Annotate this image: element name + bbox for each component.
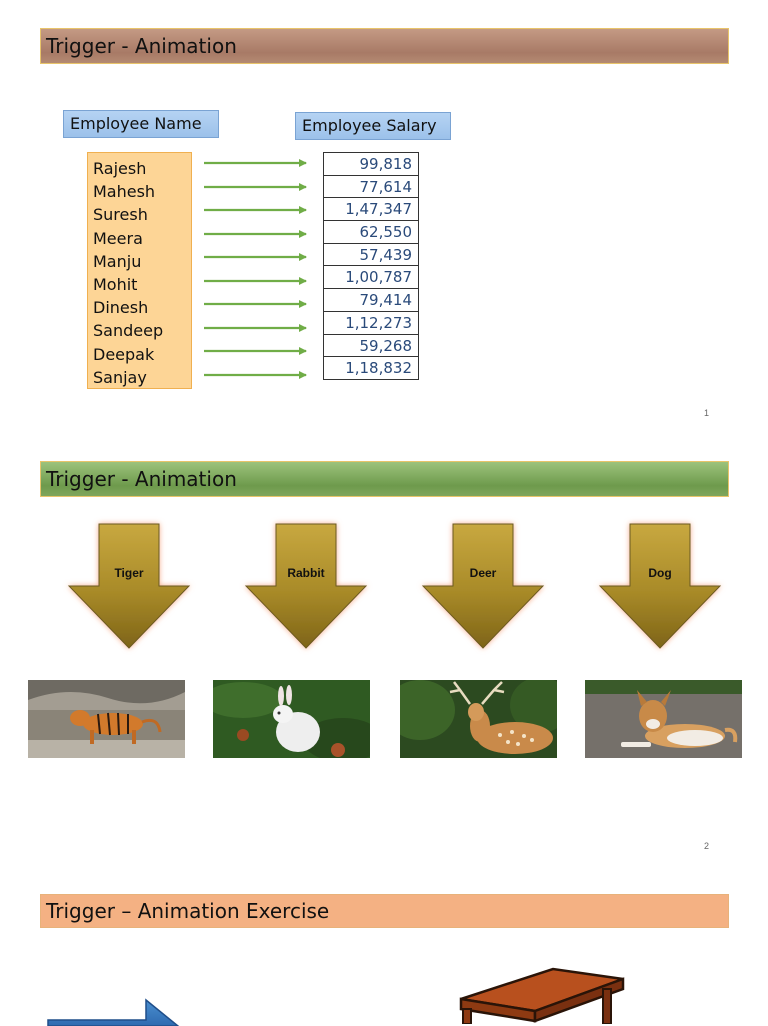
tiger-trigger-arrow[interactable] — [63, 520, 195, 654]
connector-arrows — [200, 150, 312, 390]
employee-name[interactable]: Deepak — [93, 344, 155, 364]
employee-name[interactable]: Rajesh — [93, 159, 147, 178]
employee-name-header: Employee Name — [63, 110, 219, 138]
salary-cell: 57,439 — [323, 243, 419, 267]
employee-names-box — [87, 152, 192, 389]
page-number: 1 — [704, 408, 710, 418]
employee-name[interactable]: Meera — [93, 228, 143, 248]
deer-trigger-arrow[interactable] — [417, 520, 549, 654]
tiger-photo — [28, 680, 185, 758]
arrow-label: Dog — [648, 566, 672, 580]
employee-name[interactable]: Mahesh — [93, 182, 156, 202]
employee-name[interactable]: Dinesh — [93, 298, 149, 318]
salary-cell: 99,818 — [323, 152, 419, 176]
employee-name[interactable]: Sandeep — [93, 321, 164, 341]
slide2-title: Trigger - Animation — [40, 461, 729, 497]
employee-name[interactable]: Sanjay — [93, 367, 147, 387]
employee-salary-header: Employee Salary — [295, 112, 451, 140]
salary-cell: 59,268 — [323, 334, 419, 358]
salary-cell: 1,47,347 — [323, 197, 419, 221]
salary-cell: 77,614 — [323, 175, 419, 199]
slide3-title: Trigger – Animation Exercise — [40, 894, 729, 928]
salary-cell: 1,18,832 — [323, 356, 419, 380]
arrow-label: Tiger — [114, 566, 144, 580]
salary-cell: 1,00,787 — [323, 265, 419, 289]
employee-name[interactable]: Mohit — [93, 274, 138, 294]
right-arrow-shape[interactable] — [46, 996, 182, 1026]
salary-cell: 1,12,273 — [323, 311, 419, 335]
employee-name[interactable]: Manju — [93, 251, 142, 271]
salary-table — [323, 152, 419, 380]
page-number: 2 — [704, 841, 710, 851]
rabbit-photo — [213, 680, 370, 758]
rabbit-trigger-arrow[interactable] — [240, 520, 372, 654]
arrow-label: Rabbit — [287, 566, 325, 580]
dog-trigger-arrow[interactable] — [594, 520, 726, 654]
arrow-label: Deer — [469, 566, 497, 580]
slide1-title: Trigger - Animation — [40, 28, 729, 64]
employee-name[interactable]: Suresh — [93, 205, 148, 225]
table-illustration[interactable] — [455, 965, 630, 1024]
deer-photo — [400, 680, 557, 758]
dog-photo — [585, 680, 742, 758]
salary-cell: 79,414 — [323, 288, 419, 312]
salary-cell: 62,550 — [323, 220, 419, 244]
